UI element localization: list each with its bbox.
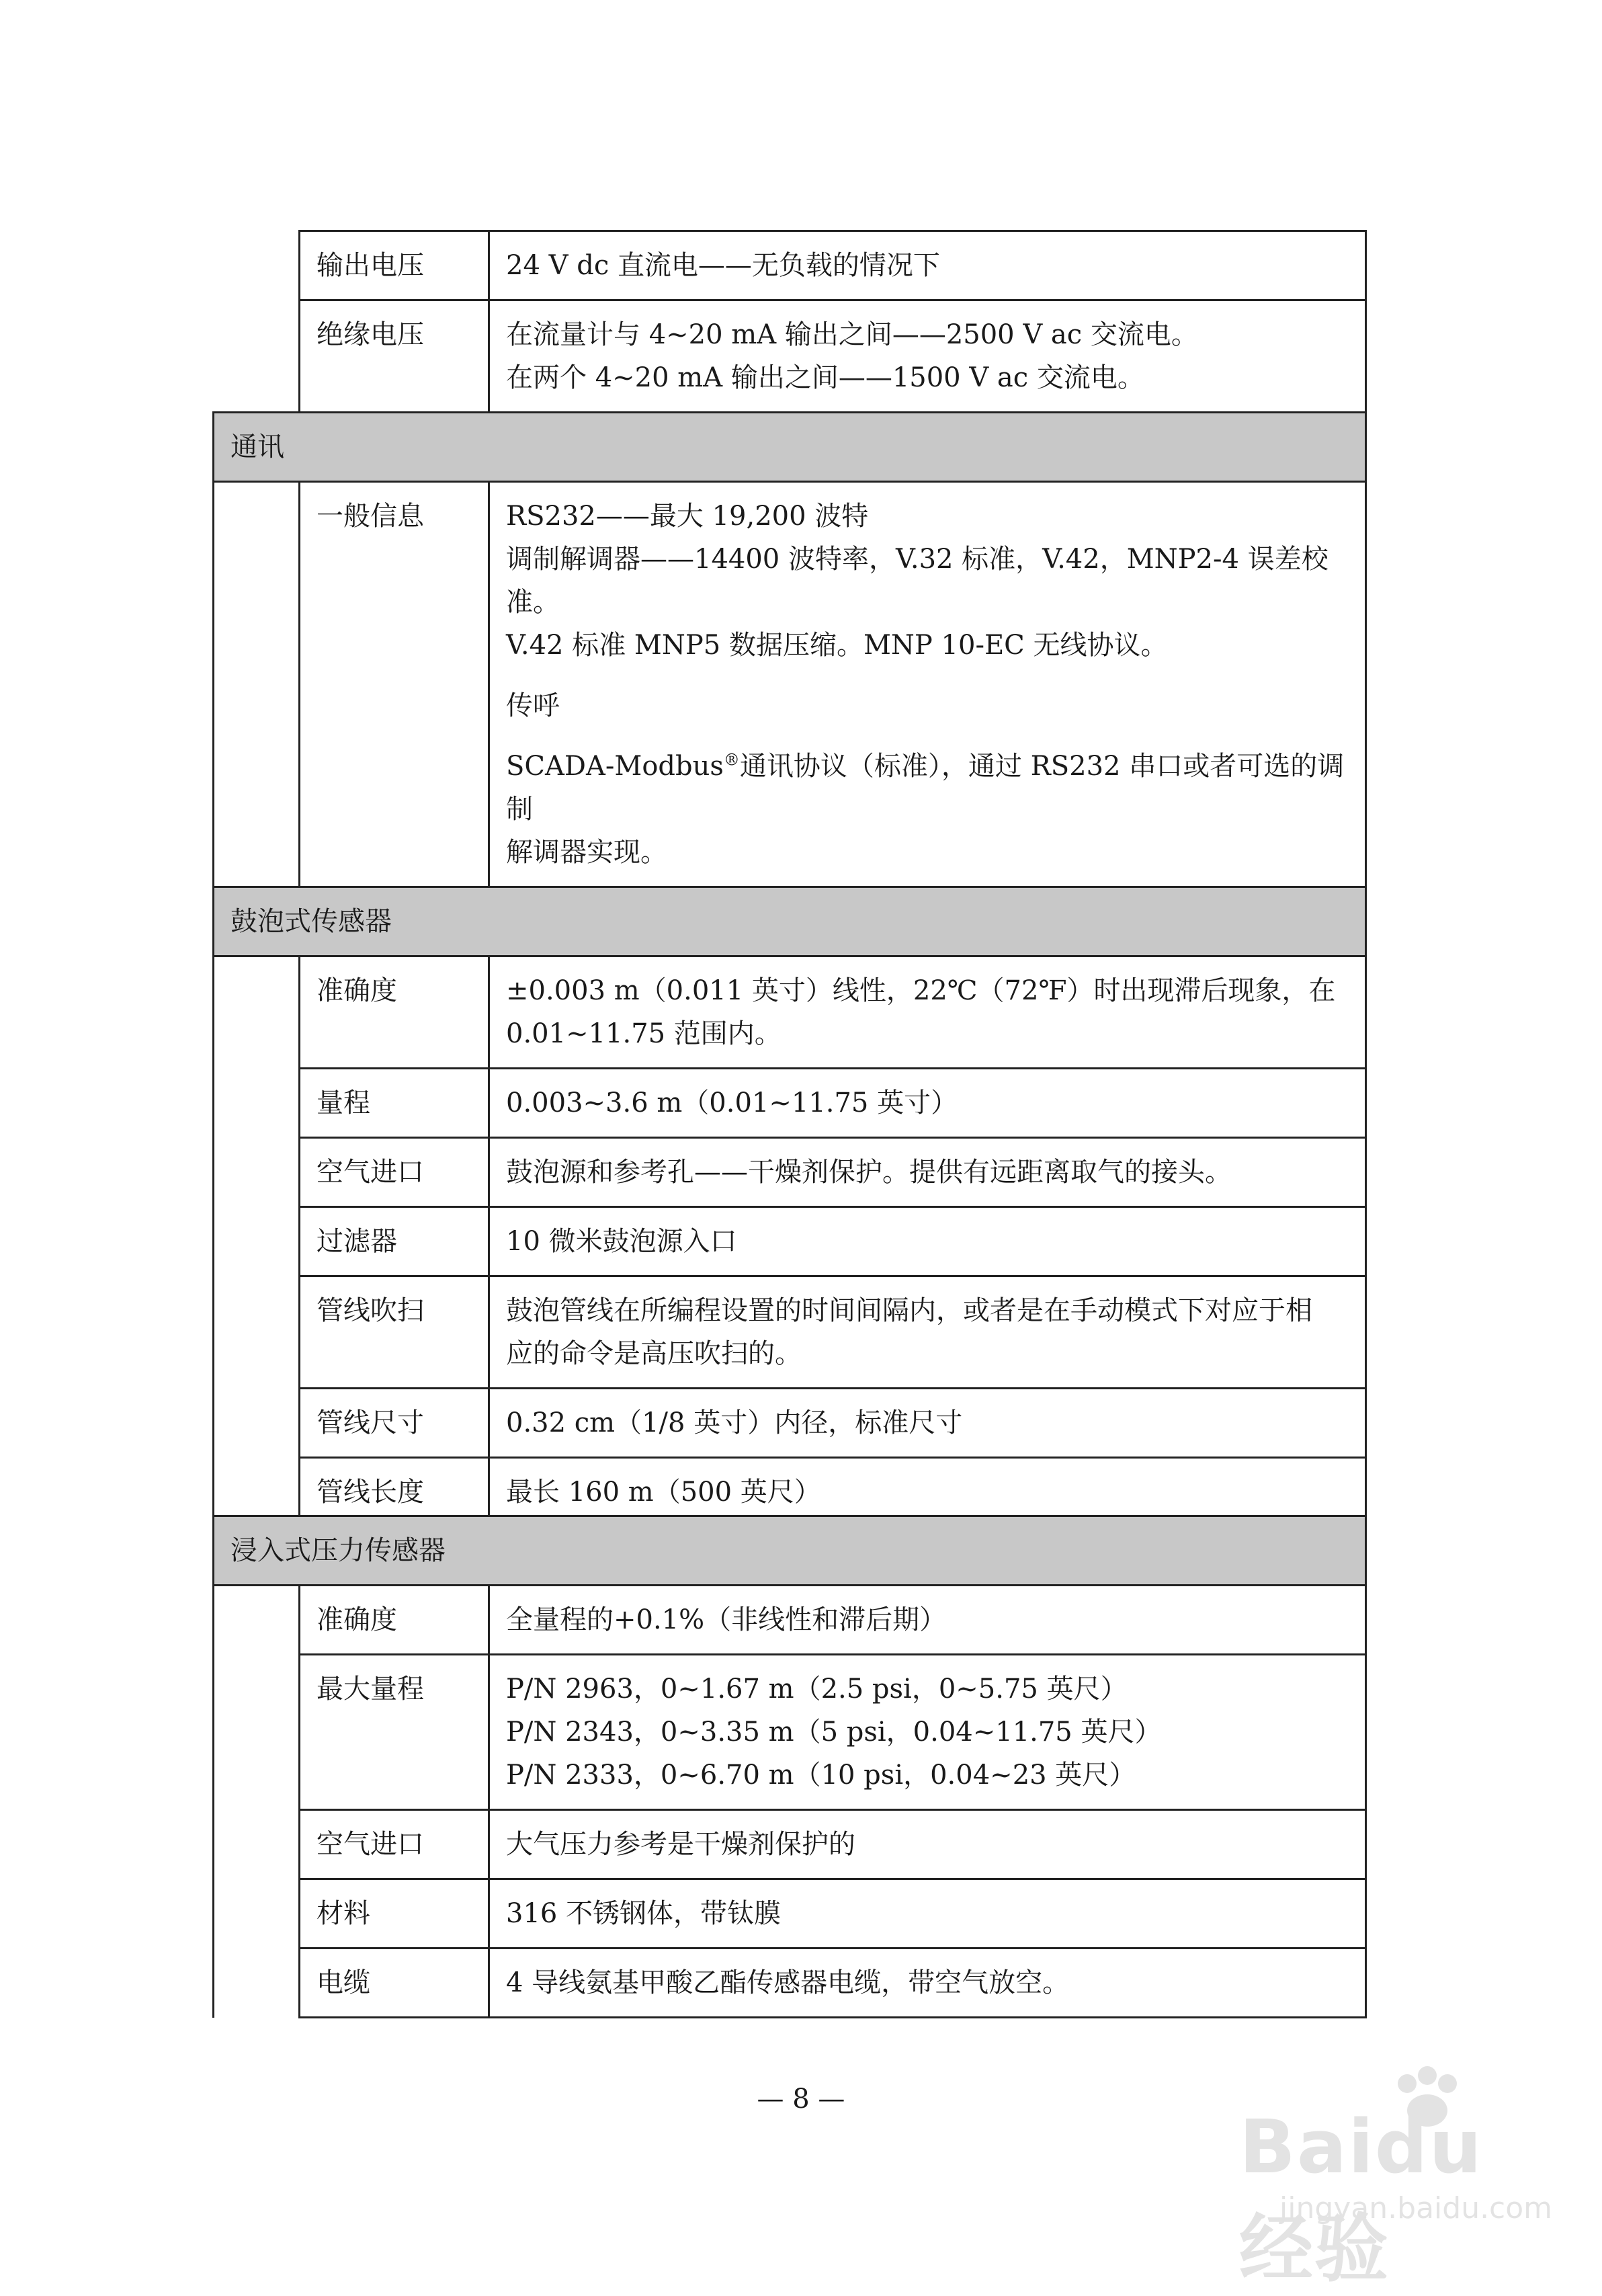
table-row [214, 1138, 1366, 1207]
row-label: 量程 [300, 1069, 489, 1138]
row-value: 在流量计与 4~20 mA 输出之间——2500 V ac 交流电。 在两个 4~20 mA 输出之间——1500 V ac 交流电。 [489, 300, 1366, 413]
row-label: 最大量程 [300, 1655, 489, 1810]
watermark-url: jingyan.baidu.com [1279, 2191, 1553, 2225]
table-row [214, 1949, 1366, 2018]
row-label: 一般信息 [300, 482, 489, 887]
row-value: RS232——最大 19,200 波特 调制解调器——14400 波特率，V.32 标准，V.42，MNP2-4 误差校准。 V.42 标准 MNP5 数据压缩。MNP 10-EC 无线协议。 传呼 SCADA-Modbus®通讯协议（标准），通过 RS232 串口或者可选的调制 解调器实现。 [489, 482, 1366, 887]
table-row [214, 1810, 1366, 1879]
table-row [214, 1389, 1366, 1458]
row-label: 电缆 [300, 1949, 489, 2018]
table-row [214, 956, 1366, 1069]
table-row [214, 1069, 1366, 1138]
row-label: 过滤器 [300, 1207, 489, 1276]
row-value: ±0.003 m（0.011 英寸）线性，22℃（72℉）时出现滞后现象，在 0.01~11.75 范围内。 [489, 956, 1366, 1069]
row-label: 准确度 [300, 956, 489, 1069]
spec-table-1 [212, 230, 1367, 1528]
table-row [214, 1586, 1366, 1655]
row-label: 输出电压 [300, 231, 489, 300]
row-value: 4 导线氨基甲酸乙酯传感器电缆，带空气放空。 [489, 1949, 1366, 2018]
watermark [1219, 2063, 1553, 2292]
table-row [214, 231, 1366, 300]
row-label: 绝缘电压 [300, 300, 489, 413]
watermark-brand: Baidu经验 [1239, 2104, 1483, 2292]
row-value: 最长 160 m（500 英尺） [489, 1458, 1366, 1527]
page-number: — 8 — [757, 2084, 845, 2115]
row-value: 大气压力参考是干燥剂保护的 [489, 1810, 1366, 1879]
table-row [214, 1276, 1366, 1389]
row-label: 管线尺寸 [300, 1389, 489, 1458]
row-value: 0.32 cm（1/8 英寸）内径，标准尺寸 [489, 1389, 1366, 1458]
row-value: 鼓泡源和参考孔——干燥剂保护。提供有远距离取气的接头。 [489, 1138, 1366, 1207]
table-row [214, 1655, 1366, 1810]
row-value: 全量程的+0.1%（非线性和滞后期） [489, 1586, 1366, 1655]
table-row [214, 1879, 1366, 1949]
row-label: 空气进口 [300, 1810, 489, 1879]
row-value: 24 V dc 直流电——无负载的情况下 [489, 231, 1366, 300]
row-label: 空气进口 [300, 1138, 489, 1207]
table-row [214, 1207, 1366, 1276]
section-header-bubbler: 鼓泡式传感器 [214, 887, 1366, 956]
row-label: 材料 [300, 1879, 489, 1949]
row-label: 管线吹扫 [300, 1276, 489, 1389]
row-value: 316 不锈钢体，带钛膜 [489, 1879, 1366, 1949]
row-value: 10 微米鼓泡源入口 [489, 1207, 1366, 1276]
row-value: P/N 2963，0~1.67 m（2.5 psi，0~5.75 英尺） P/N 2343，0~3.35 m（5 psi，0.04~11.75 英尺） P/N 2333，0~6.70 m（10 psi，0.04~23 英尺） [489, 1655, 1366, 1810]
table-row [214, 300, 1366, 413]
section-header-comm: 通讯 [214, 413, 1366, 482]
row-value: 鼓泡管线在所编程设置的时间间隔内，或者是在手动模式下对应于相 应的命令是高压吹扫的。 [489, 1276, 1366, 1389]
row-label: 准确度 [300, 1586, 489, 1655]
row-value: 0.003~3.6 m（0.01~11.75 英寸） [489, 1069, 1366, 1138]
section-header-submersible: 浸入式压力传感器 [214, 1516, 1366, 1586]
spec-table-2 [212, 1515, 1367, 2018]
table-row [214, 482, 1366, 887]
row-label: 管线长度 [300, 1458, 489, 1527]
